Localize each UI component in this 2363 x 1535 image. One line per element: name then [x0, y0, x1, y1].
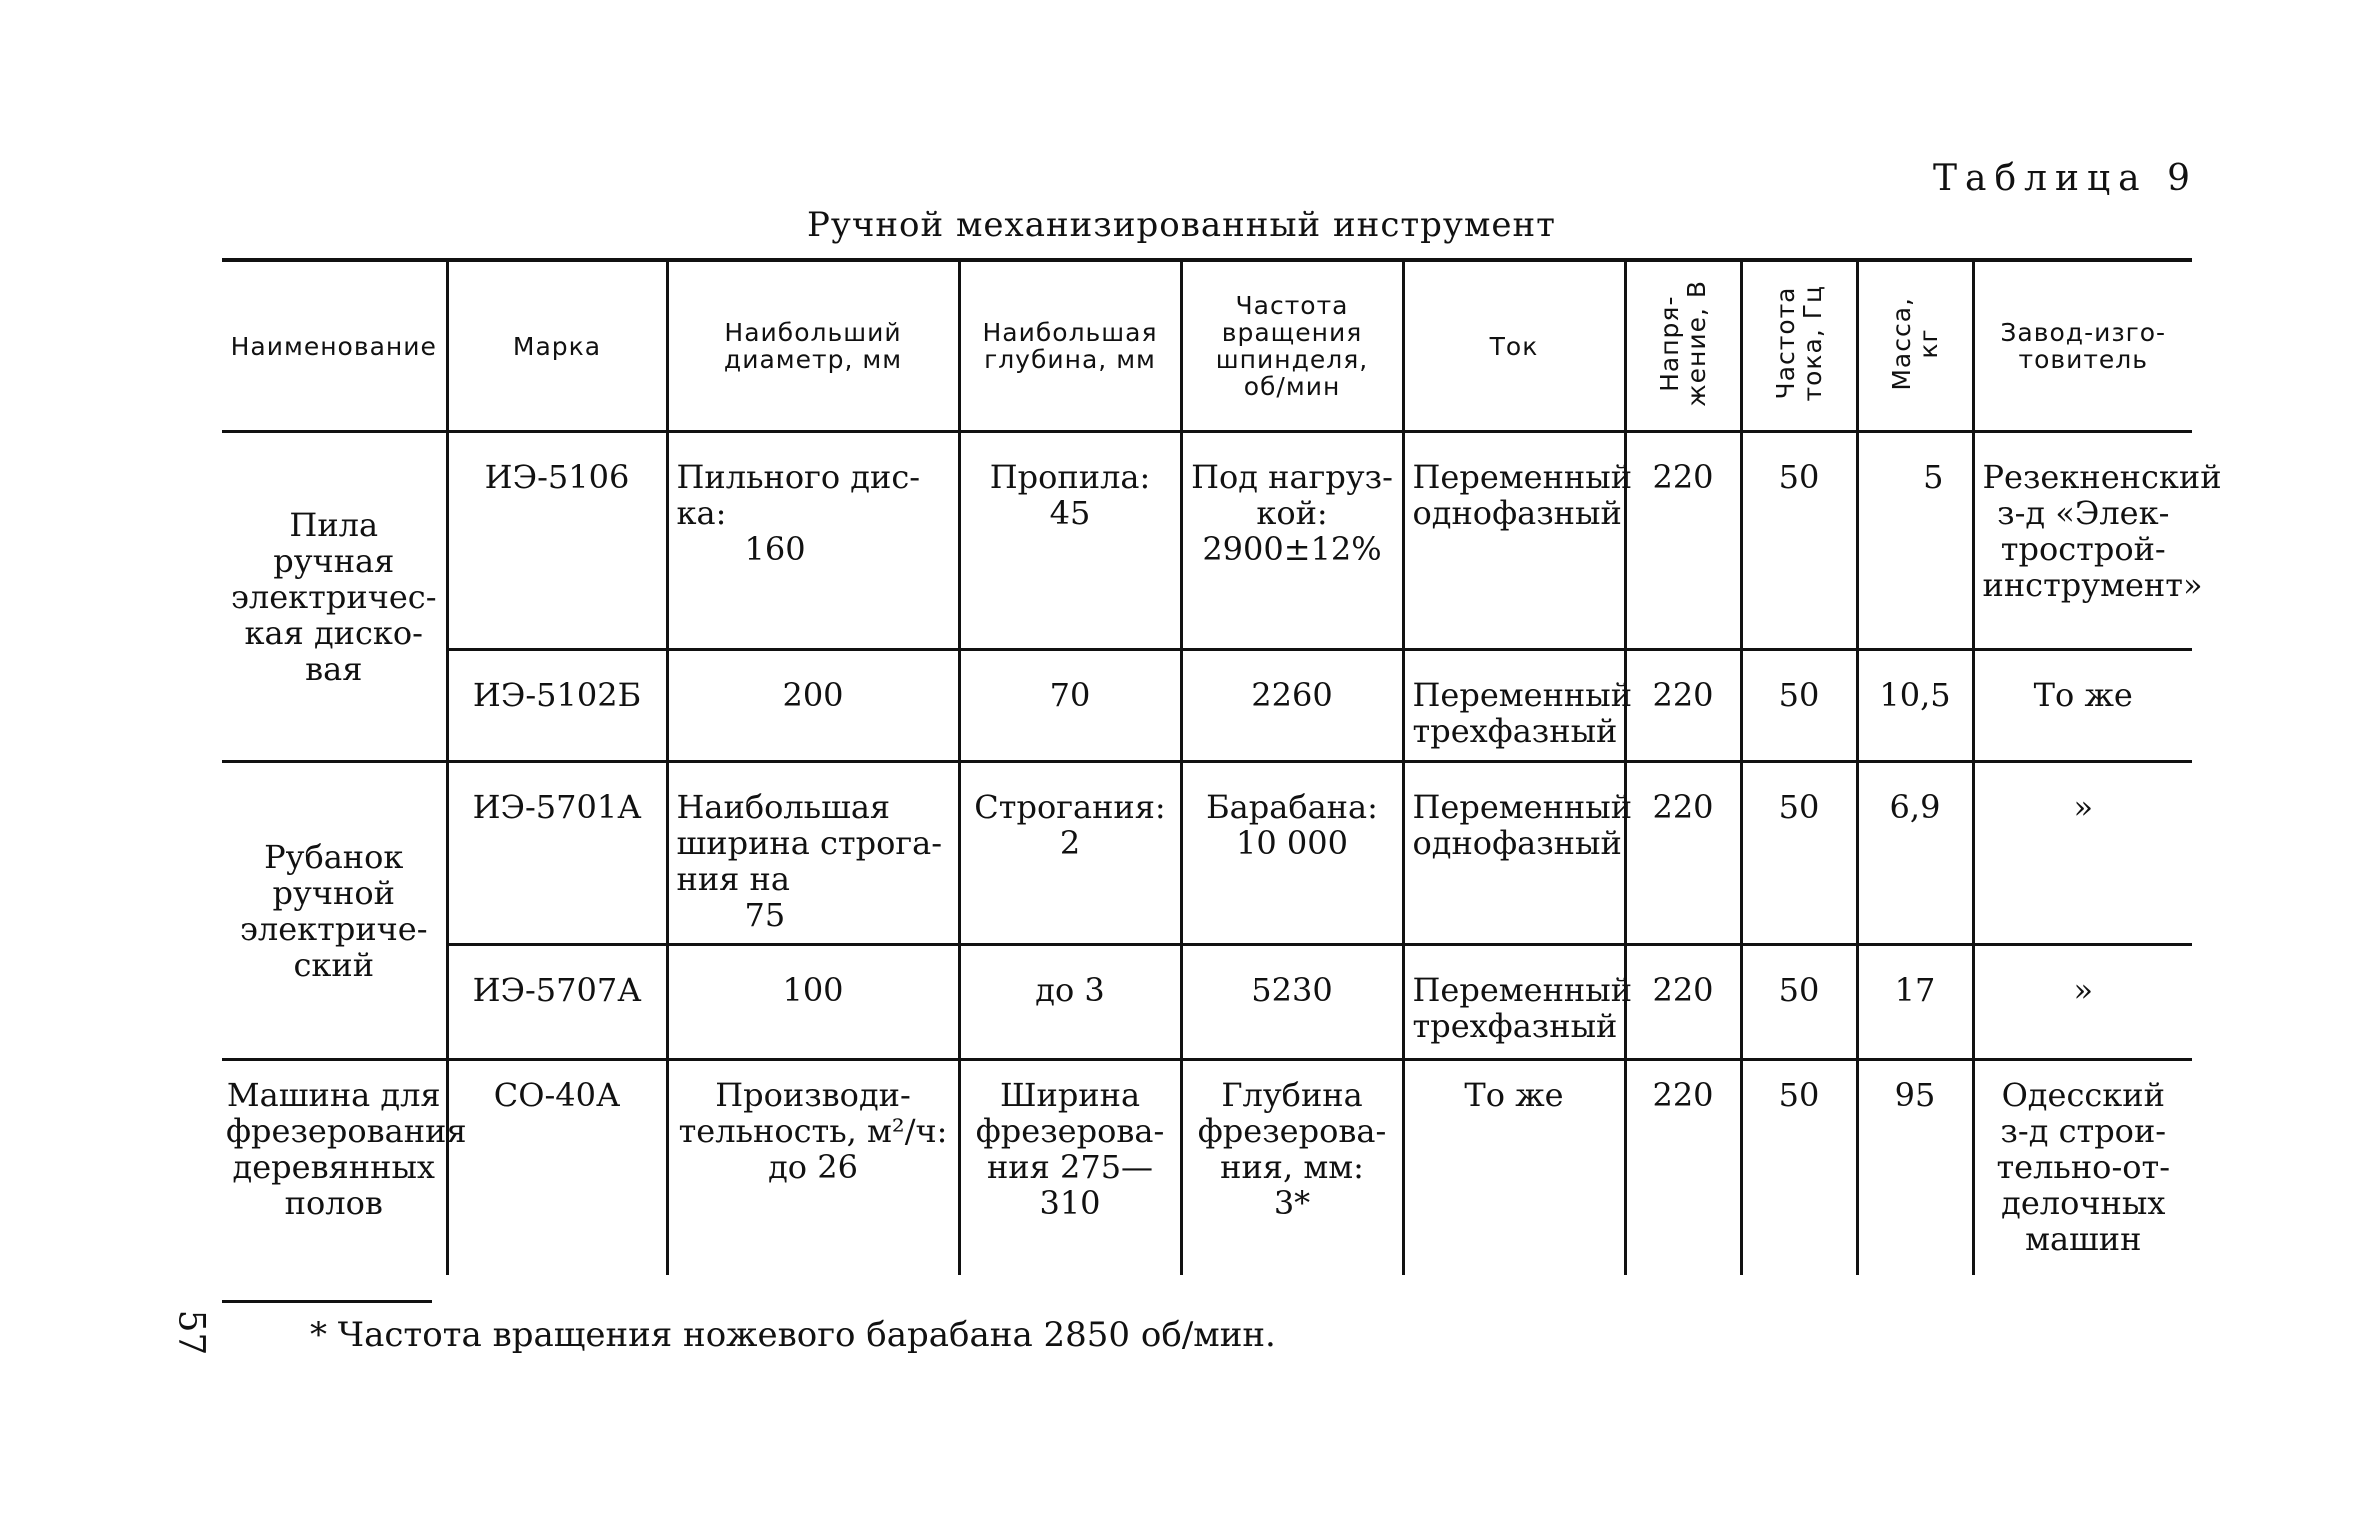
- cell-maker: »: [1973, 945, 2192, 1060]
- cell-mark: ИЭ-5707А: [447, 945, 667, 1060]
- page-number: 57: [170, 1309, 212, 1356]
- header-speed: Частота вращения шпинделя, об/мин: [1181, 260, 1403, 432]
- cell-mass: 17: [1857, 945, 1973, 1060]
- cell-diameter-value: 75: [744, 896, 786, 934]
- cell-speed: 2260: [1181, 650, 1403, 762]
- cell-voltage: 220: [1625, 650, 1741, 762]
- header-current: Ток: [1403, 260, 1625, 432]
- item-name: Пила ручная электричес- кая диско- вая: [222, 432, 447, 762]
- cell-frequency: 50: [1741, 945, 1857, 1060]
- cell-maker: То же: [1973, 650, 2192, 762]
- cell-diameter: 200: [667, 650, 959, 762]
- cell-mark: ИЭ-5701А: [447, 762, 667, 945]
- header-maker: Завод-изго- товитель: [1973, 260, 2192, 432]
- header-mass-text: Масса, кг: [1887, 296, 1943, 391]
- header-name: Наименование: [222, 260, 447, 432]
- cell-speed: Глубина фрезерова- ния, мм: 3*: [1181, 1060, 1403, 1275]
- header-voltage: [1625, 260, 1741, 432]
- instrument-table: [222, 258, 2222, 1275]
- cell-frequency: 50: [1741, 762, 1857, 945]
- cell-mass: 5: [1857, 432, 1973, 650]
- cell-speed: 5230: [1181, 945, 1403, 1060]
- cell-current: Переменный трехфазный: [1403, 945, 1625, 1060]
- header-frequency: [1741, 260, 1857, 432]
- cell-voltage: 220: [1625, 432, 1741, 650]
- cell-diameter-value: 160: [744, 530, 806, 568]
- footnote: * Частота вращения ножевого барабана 2850 об/мин.: [310, 1315, 1276, 1355]
- cell-depth: Строгания: 2: [959, 762, 1181, 945]
- header-row: [222, 260, 2192, 432]
- cell-voltage: 220: [1625, 945, 1741, 1060]
- header-mark: Марка: [447, 260, 667, 432]
- cell-current: Переменный трехфазный: [1403, 650, 1625, 762]
- cell-voltage: 220: [1625, 1060, 1741, 1275]
- table-title: Ручной механизированный инструмент: [807, 205, 1556, 245]
- cell-current: Переменный однофазный: [1403, 432, 1625, 650]
- cell-speed: Под нагруз- кой: 2900±12%: [1181, 432, 1403, 650]
- cell-diameter: [667, 762, 959, 945]
- header-diameter: Наибольший диаметр, мм: [667, 260, 959, 432]
- cell-diameter-label: Пильного дис- ка:: [676, 458, 921, 532]
- cell-mark: СО-40А: [447, 1060, 667, 1275]
- header-mass: [1857, 260, 1973, 432]
- cell-depth: Ширина фрезерова- ния 275— 310: [959, 1060, 1181, 1275]
- cell-voltage: 220: [1625, 762, 1741, 945]
- item-name: Рубанок ручной электриче- ский: [222, 762, 447, 1060]
- cell-mark: ИЭ-5106: [447, 432, 667, 650]
- cell-depth: 70: [959, 650, 1181, 762]
- cell-frequency: 50: [1741, 1060, 1857, 1275]
- cell-maker: Одесский з-д строи- тельно-от- делочных машин: [1973, 1060, 2192, 1275]
- cell-frequency: 50: [1741, 650, 1857, 762]
- cell-mark: ИЭ-5102Б: [447, 650, 667, 762]
- cell-diameter: 100: [667, 945, 959, 1060]
- table-row: [222, 762, 2192, 945]
- cell-current: То же: [1403, 1060, 1625, 1275]
- cell-mass: 10,5: [1857, 650, 1973, 762]
- cell-maker: »: [1973, 762, 2192, 945]
- cell-mass: 95: [1857, 1060, 1973, 1275]
- cell-frequency: 50: [1741, 432, 1857, 650]
- table-number-label: Таблица 9: [1933, 158, 2198, 199]
- header-frequency-text: Частота тока, Гц: [1771, 285, 1827, 402]
- cell-diameter: Производи- тельность, м²/ч: до 26: [667, 1060, 959, 1275]
- cell-maker: Резекненский з-д «Элек- трострой- инструмент»: [1973, 432, 2192, 650]
- cell-depth: до 3: [959, 945, 1181, 1060]
- cell-depth: Пропила: 45: [959, 432, 1181, 650]
- item-name: Машина для фрезерования деревянных полов: [222, 1060, 447, 1275]
- table-row: [222, 1060, 2192, 1275]
- cell-current: Переменный однофазный: [1403, 762, 1625, 945]
- header-depth: Наибольшая глубина, мм: [959, 260, 1181, 432]
- table-row: [222, 945, 2192, 1060]
- footnote-divider: [222, 1300, 432, 1303]
- cell-mass: 6,9: [1857, 762, 1973, 945]
- table-row: [222, 650, 2192, 762]
- table-row: [222, 432, 2192, 650]
- cell-diameter-label: Наибольшая ширина строга- ния на: [676, 788, 942, 898]
- cell-diameter: [667, 432, 959, 650]
- header-voltage-text: Напря- жение, В: [1655, 280, 1711, 407]
- cell-speed: Барабана: 10 000: [1181, 762, 1403, 945]
